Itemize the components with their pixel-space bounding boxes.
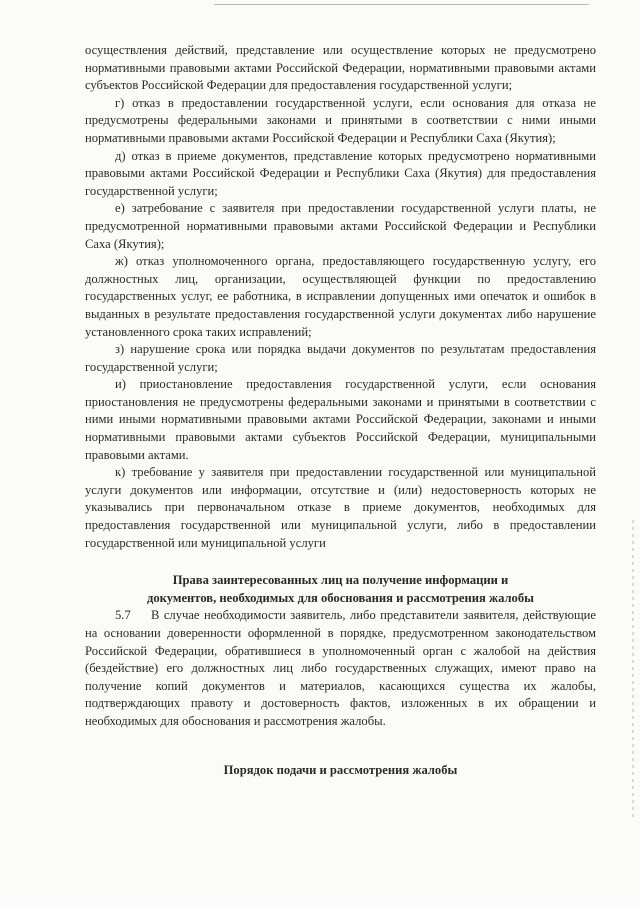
paragraph-item-e: е) затребование с заявителя при предоставлении государственной услуги платы, не предусмотренной нормативными правовыми актами Российской Федерации и Республики Саха (Якутия); (85, 201, 596, 251)
heading-rights-line1: Права заинтересованных лиц на получение информации и (172, 573, 509, 588)
paragraph-item-d: д) отказ в приеме документов, представление которых предусмотрено нормативными правовыми актами Российской Федерации и Республики Саха (Якутия) для предоставления государственной услуги; (85, 148, 596, 198)
section-number: 5.7 (115, 608, 131, 623)
section-5-7-text: В случае необходимости заявитель, либо представители заявителя, действующие на основании доверенности оформленной в порядке, предусмотренном законодательством Российской Федерации, обратившиеся в уполномоченный орган с жалобой на действия (бездействие) его должностных лиц либо государственных служащих, имеют право на получение копий документов и материалов, касающихся существа их жалобы, подтверждающих правоту и достоверность фактов, изложенных в их обращении и необходимых для обоснования и рассмотрения жалобы. (85, 608, 596, 728)
section-5-7 (85, 607, 596, 730)
paragraph-item-g: г) отказ в предоставлении государственной услуги, если основания для отказа не предусмотрены федеральными законами и принятыми в соответствии с ними иными нормативными правовыми актами Российской Федерации и Республики Саха (Якутия); (85, 95, 596, 145)
top-rule (214, 4, 589, 5)
paragraph-item-i: и) приостановление предоставления государственной услуги, если основания приостановления не предусмотрены федеральными законами и принятыми в соответствии с ними иными нормативными правовыми актами Российской Федерации, законами и иными нормативными правовыми актами субъектов Российской Федерации, муниципальными правовыми актами. (85, 377, 596, 462)
scan-edge-mark (632, 520, 634, 820)
heading-order: Порядок подачи и рассмотрения жалобы (223, 762, 458, 777)
paragraph-continuation: осуществления действий, представление или осуществление которых не предусмотрено нормативными правовыми актами Российской Федерации, нормативными правовыми актами субъектов Российской Федерации для предоставления государственной услуги; (85, 43, 596, 93)
heading-rights (85, 572, 596, 607)
heading-rights-line2: документов, необходимых для обоснования и рассмотрения жалобы (147, 590, 534, 605)
paragraph-item-k: к) требование у заявителя при предоставлении государственной или муниципальной услуги документов или информации, отсутствие и (или) недостоверность которых не указывались при первоначальном отказе в приеме документов, необходимых для предоставления государственной или муниципальной услуги, либо в предоставлении государственной или муниципальной услуги (85, 465, 596, 550)
paragraph-item-z: з) нарушение срока или порядка выдачи документов по результатам предоставления государственной услуги; (85, 342, 596, 374)
paragraph-item-zh: ж) отказ уполномоченного органа, предоставляющего государственную услугу, его должностных лиц, организации, осуществляющей функции по предоставлению государственных услуг, ее работника, в исправлении допущенных ими опечаток и ошибок в выданных в результате предоставления государственной услуги документах либо нарушение установленного срока таких исправлений; (85, 254, 596, 339)
